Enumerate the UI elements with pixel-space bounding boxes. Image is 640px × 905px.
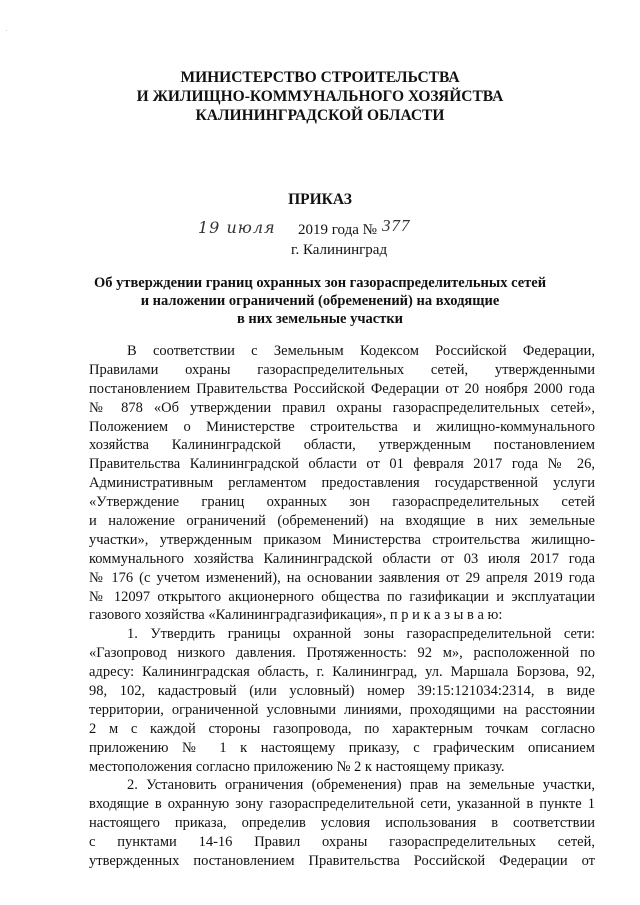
body-line: «Утверждение границ охранных зон газораспределительных сетей <box>89 494 595 511</box>
handwritten-order-number: 377 <box>382 216 411 235</box>
body-line: 98, 102, кадастровый (или условный) номер 39:15:121034:2314, в виде <box>89 683 595 700</box>
printed-date: 2019 года № <box>298 222 377 238</box>
body-line: утвержденных постановлением Правительства Российской Федерации от <box>89 853 595 870</box>
subject-line-2: и наложении ограничений (обременений) на входящие <box>140 293 500 309</box>
body-line: «Газопровод низкого давления. Протяженность: 92 м», расположенной по <box>89 645 595 662</box>
handwritten-date: 19 июля <box>198 218 276 237</box>
body-line: и наложение ограничений (обременений) на входящие в них земельные <box>89 513 595 530</box>
ministry-title-line-2: И ЖИЛИЩНО-КОММУНАЛЬНОГО ХОЗЯЙСТВА <box>136 88 504 105</box>
body-line: 2 м с каждой стороны газопровода, по характерным точкам согласно <box>89 720 595 737</box>
subject-line-1: Об утверждении границ охранных зон газораспределительных сетей <box>93 275 547 291</box>
body-line: Правительства Калининградской области от 01 февраля 2017 года № 26, <box>89 456 595 473</box>
body-line: постановлением Правительства Российской Федерации от 20 ноября 2000 года <box>89 380 595 397</box>
body-line: территории, ограниченной условными линиями, проходящими на расстоянии <box>89 701 595 718</box>
body-line: участки», утвержденным приказом Министерства строительства жилищно- <box>89 531 595 548</box>
ministry-title-line-3: КАЛИНИНГРАДСКОЙ ОБЛАСТИ <box>195 107 445 124</box>
body-line: Правилами охраны газораспределительных сетей, утвержденными <box>89 361 595 378</box>
body-line: настоящего приказа, определив условия использования в соответствии <box>89 815 595 832</box>
body-text <box>89 342 595 871</box>
body-line: Положением о Министерстве строительства и жилищно-коммунального <box>89 418 595 435</box>
body-line: Административным регламентом предоставления государственной услуги <box>89 475 595 492</box>
body-line: местоположения согласно приложению № 2 к настоящему приказу. <box>89 758 505 775</box>
body-line: коммунального хозяйства Калининградской области от 03 июля 2017 года <box>89 550 595 567</box>
scan-speck <box>6 30 7 31</box>
body-line: № 878 «Об утверждении правил охраны газораспределительных сетей», <box>89 399 595 416</box>
subject-line-3: в них земельные участки <box>236 311 404 327</box>
body-line: В соответствии с Земельным Кодексом Российской Федерации, <box>127 343 595 359</box>
body-line: адресу: Калининградская область, г. Калининград, ул. Маршала Борзова, 92, <box>89 664 595 681</box>
body-line: хозяйства Калининградской области, утвержденным постановлением <box>89 437 595 454</box>
city-line: г. Калининград <box>291 242 388 258</box>
document-type: ПРИКАЗ <box>288 191 352 208</box>
body-line: с пунктами 14-16 Правил охраны газораспределительных сетей, <box>89 834 595 851</box>
body-line: № 12097 открытого акционерного общества по газификации и эксплуатации <box>89 588 595 605</box>
body-line: 1. Утвердить границы охранной зоны газораспределительной сети: <box>127 626 595 643</box>
body-line: 2. Установить ограничения (обременения) прав на земельные участки, <box>127 777 595 794</box>
body-line: приложению № 1 к настоящему приказу, с графическим описанием <box>89 739 595 756</box>
body-line: входящие в охранную зону газораспределительной сети, указанной в пункте 1 <box>89 796 595 813</box>
ministry-title-line-1: МИНИСТЕРСТВО СТРОИТЕЛЬСТВА <box>180 69 460 86</box>
body-line: газового хозяйства «Калининградгазификация», п р и к а з ы в а ю: <box>89 607 503 624</box>
body-line: № 176 (с учетом изменений), на основании заявления от 29 апреля 2019 года <box>89 569 595 586</box>
